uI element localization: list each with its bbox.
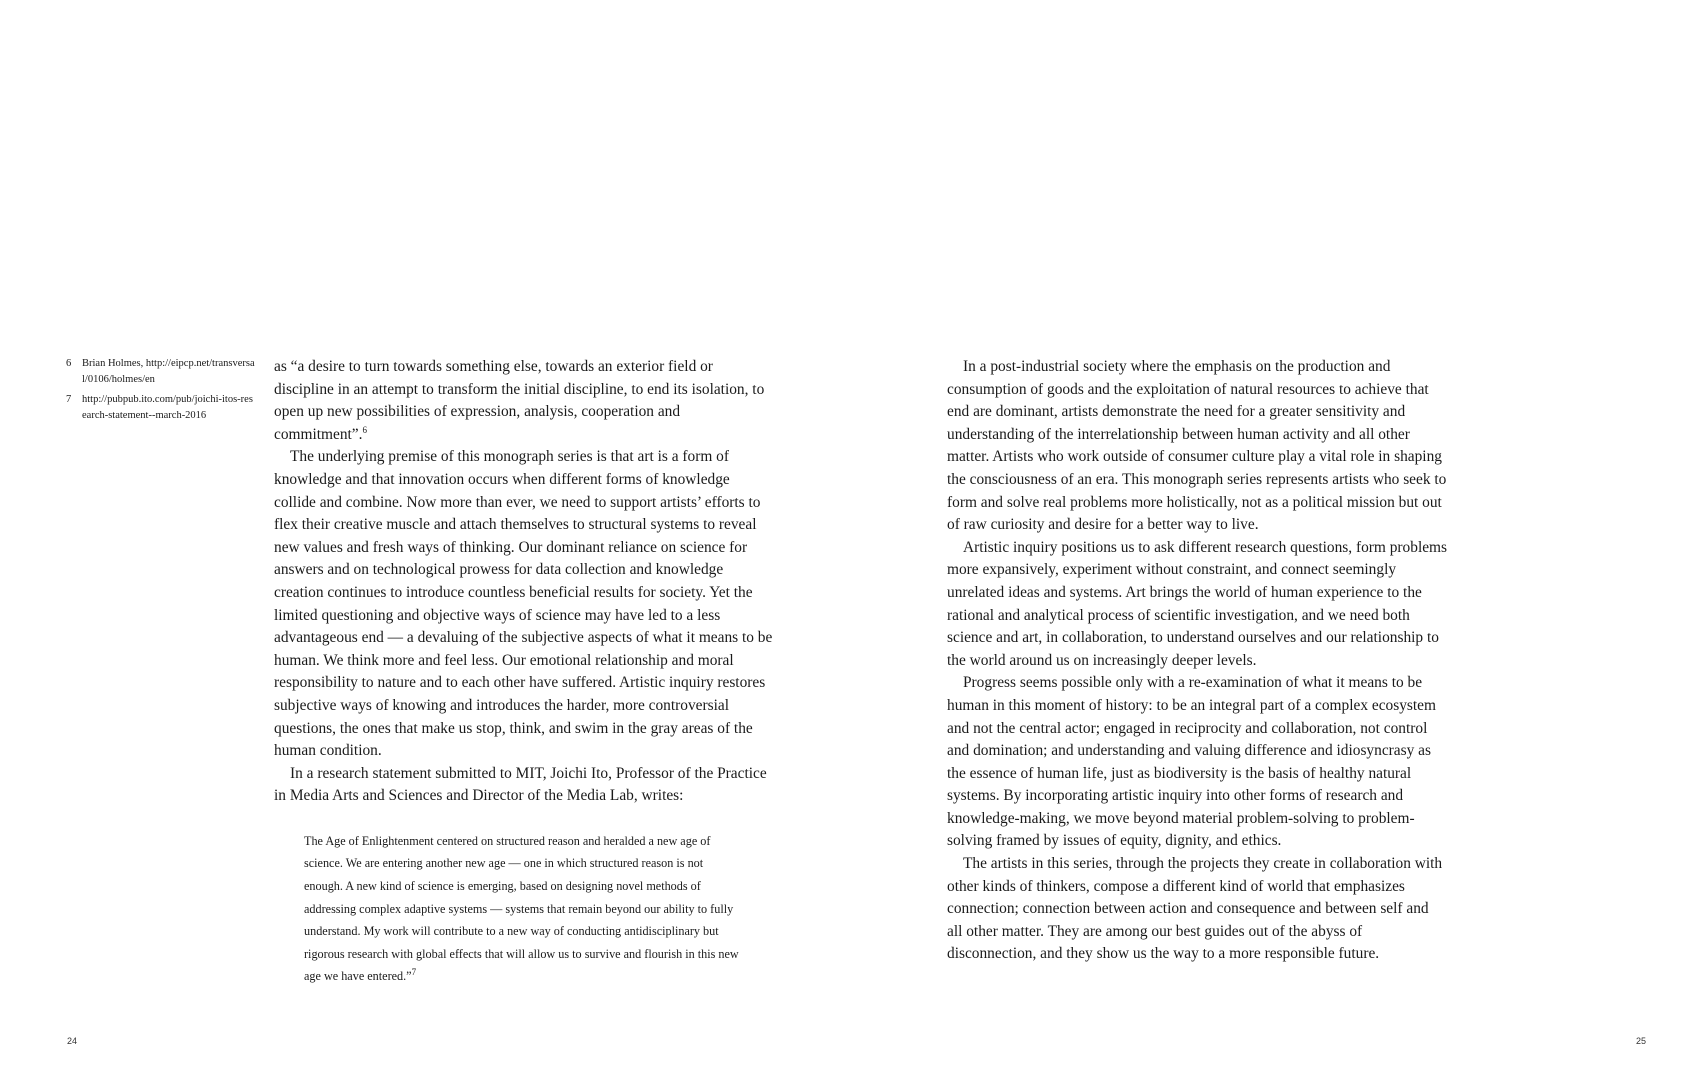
footnote: [66, 392, 256, 424]
paragraph: The artists in this series, through the projects they create in collaboration with other kinds of thinkers, compose a different kind of world that emphasizes connection; connection between action and consequence and between self and all other matter. They are among our best guides out of the abyss of disconnection, and they show us the way to a more responsible future.: [947, 855, 1443, 963]
quote-text: The Age of Enlightenment centered on structured reason and heralded a new age of science. We are entering another new age — one in which structured reason is not enough. A new kind of science is emerging, based on designing novel methods of addressing complex adaptive systems — systems that remain beyond our ability to fully understand. My work will contribute to a new way of conducting antidisciplinary but rigorous research with global effects that will allow us to survive and flourish in this new age we have entered.”: [304, 833, 739, 984]
page-number-right: 25: [1636, 1036, 1647, 1046]
footnote-reference: 6: [362, 424, 367, 435]
paragraph: Progress seems possible only with a re-examination of what it means to be human in this moment of history: to be an integral part of a complex ecosystem and not the central actor; engaged in reciprocity and collaboration, not control and domination; and understanding and valuing difference and idiosyncrasy as the essence of human life, just as biodiversity is the basis of healthy natural systems. By incorporating artistic inquiry into other forms of research and knowledge-making, we move beyond material problem-solving to problem-solving framed by issues of equity, dignity, and ethics.: [947, 674, 1436, 850]
paragraph: [274, 356, 774, 446]
paragraph: Artistic inquiry positions us to ask different research questions, form problems more expansively, experiment without constraint, and connect seemingly unrelated ideas and systems. Art brings the world of human experience to the rational and analytical process of scientific investigation, and we need both science and art, in collaboration, to understand ourselves and our relationship to the world around us on increasingly deeper levels.: [947, 538, 1448, 669]
block-quote: [304, 830, 744, 988]
footnote-text: Brian Holmes, http://eipcp.net/transversal/0106/holmes/en: [82, 358, 255, 385]
footnote-reference: 7: [411, 967, 417, 978]
paragraph: In a research statement submitted to MIT, Joichi Ito, Professor of the Practice in Media Arts and Sciences and Director of the Media Lab, writes:: [274, 764, 767, 805]
left-page-body: [274, 356, 774, 988]
footnote-number: 7: [66, 394, 72, 405]
paragraph: In a post-industrial society where the emphasis on the production and consumption of goods and the exploitation of natural resources to achieve that end are dominant, artists demonstrate the need for a greater sensitivity and understanding of the interrelationship between human activity and all other matter. Artists who work outside of consumer culture play a vital role in shaping the consciousness of an era. This monograph series represents artists who seek to form and solve real problems more holistically, not as a political mission but out of raw curiosity and desire for a better way to live.: [947, 358, 1447, 534]
paragraph: The underlying premise of this monograph series is that art is a form of knowledge and that innovation occurs when different forms of knowledge collide and combine. Now more than ever, we need to support artists’ efforts to flex their creative muscle and attach themselves to structural systems to reveal new values and fresh ways of thinking. Our dominant reliance on science for answers and on technological prowess for data collection and knowledge creation continues to introduce countless beneficial results for society. Yet the limited questioning and objective ways of science may have led to a less advantageous end — a devaluing of the subjective aspects of what it means to be human. We think more and feel less. Our emotional relationship and moral responsibility to nature and to each other have suffered. Artistic inquiry restores subjective ways of knowing and introduces the harder, more controversial questions, the ones that make us stop, think, and swim in the gray areas of the human condition.: [274, 448, 773, 760]
right-page-body: [947, 356, 1447, 966]
footnote: [66, 356, 256, 388]
footnote-text: http://pubpub.ito.com/pub/joichi-itos-research-statement--march-2016: [82, 394, 253, 421]
page-number-left: 24: [67, 1036, 78, 1046]
footnotes: [66, 356, 256, 428]
footnote-number: 6: [66, 358, 72, 369]
paragraph-text: as “a desire to turn towards something else, towards an exterior field or discipline in an attempt to transform the initial discipline, to end its isolation, to open up new possibilities of expression, analysis, cooperation and commitment”.: [274, 358, 765, 443]
